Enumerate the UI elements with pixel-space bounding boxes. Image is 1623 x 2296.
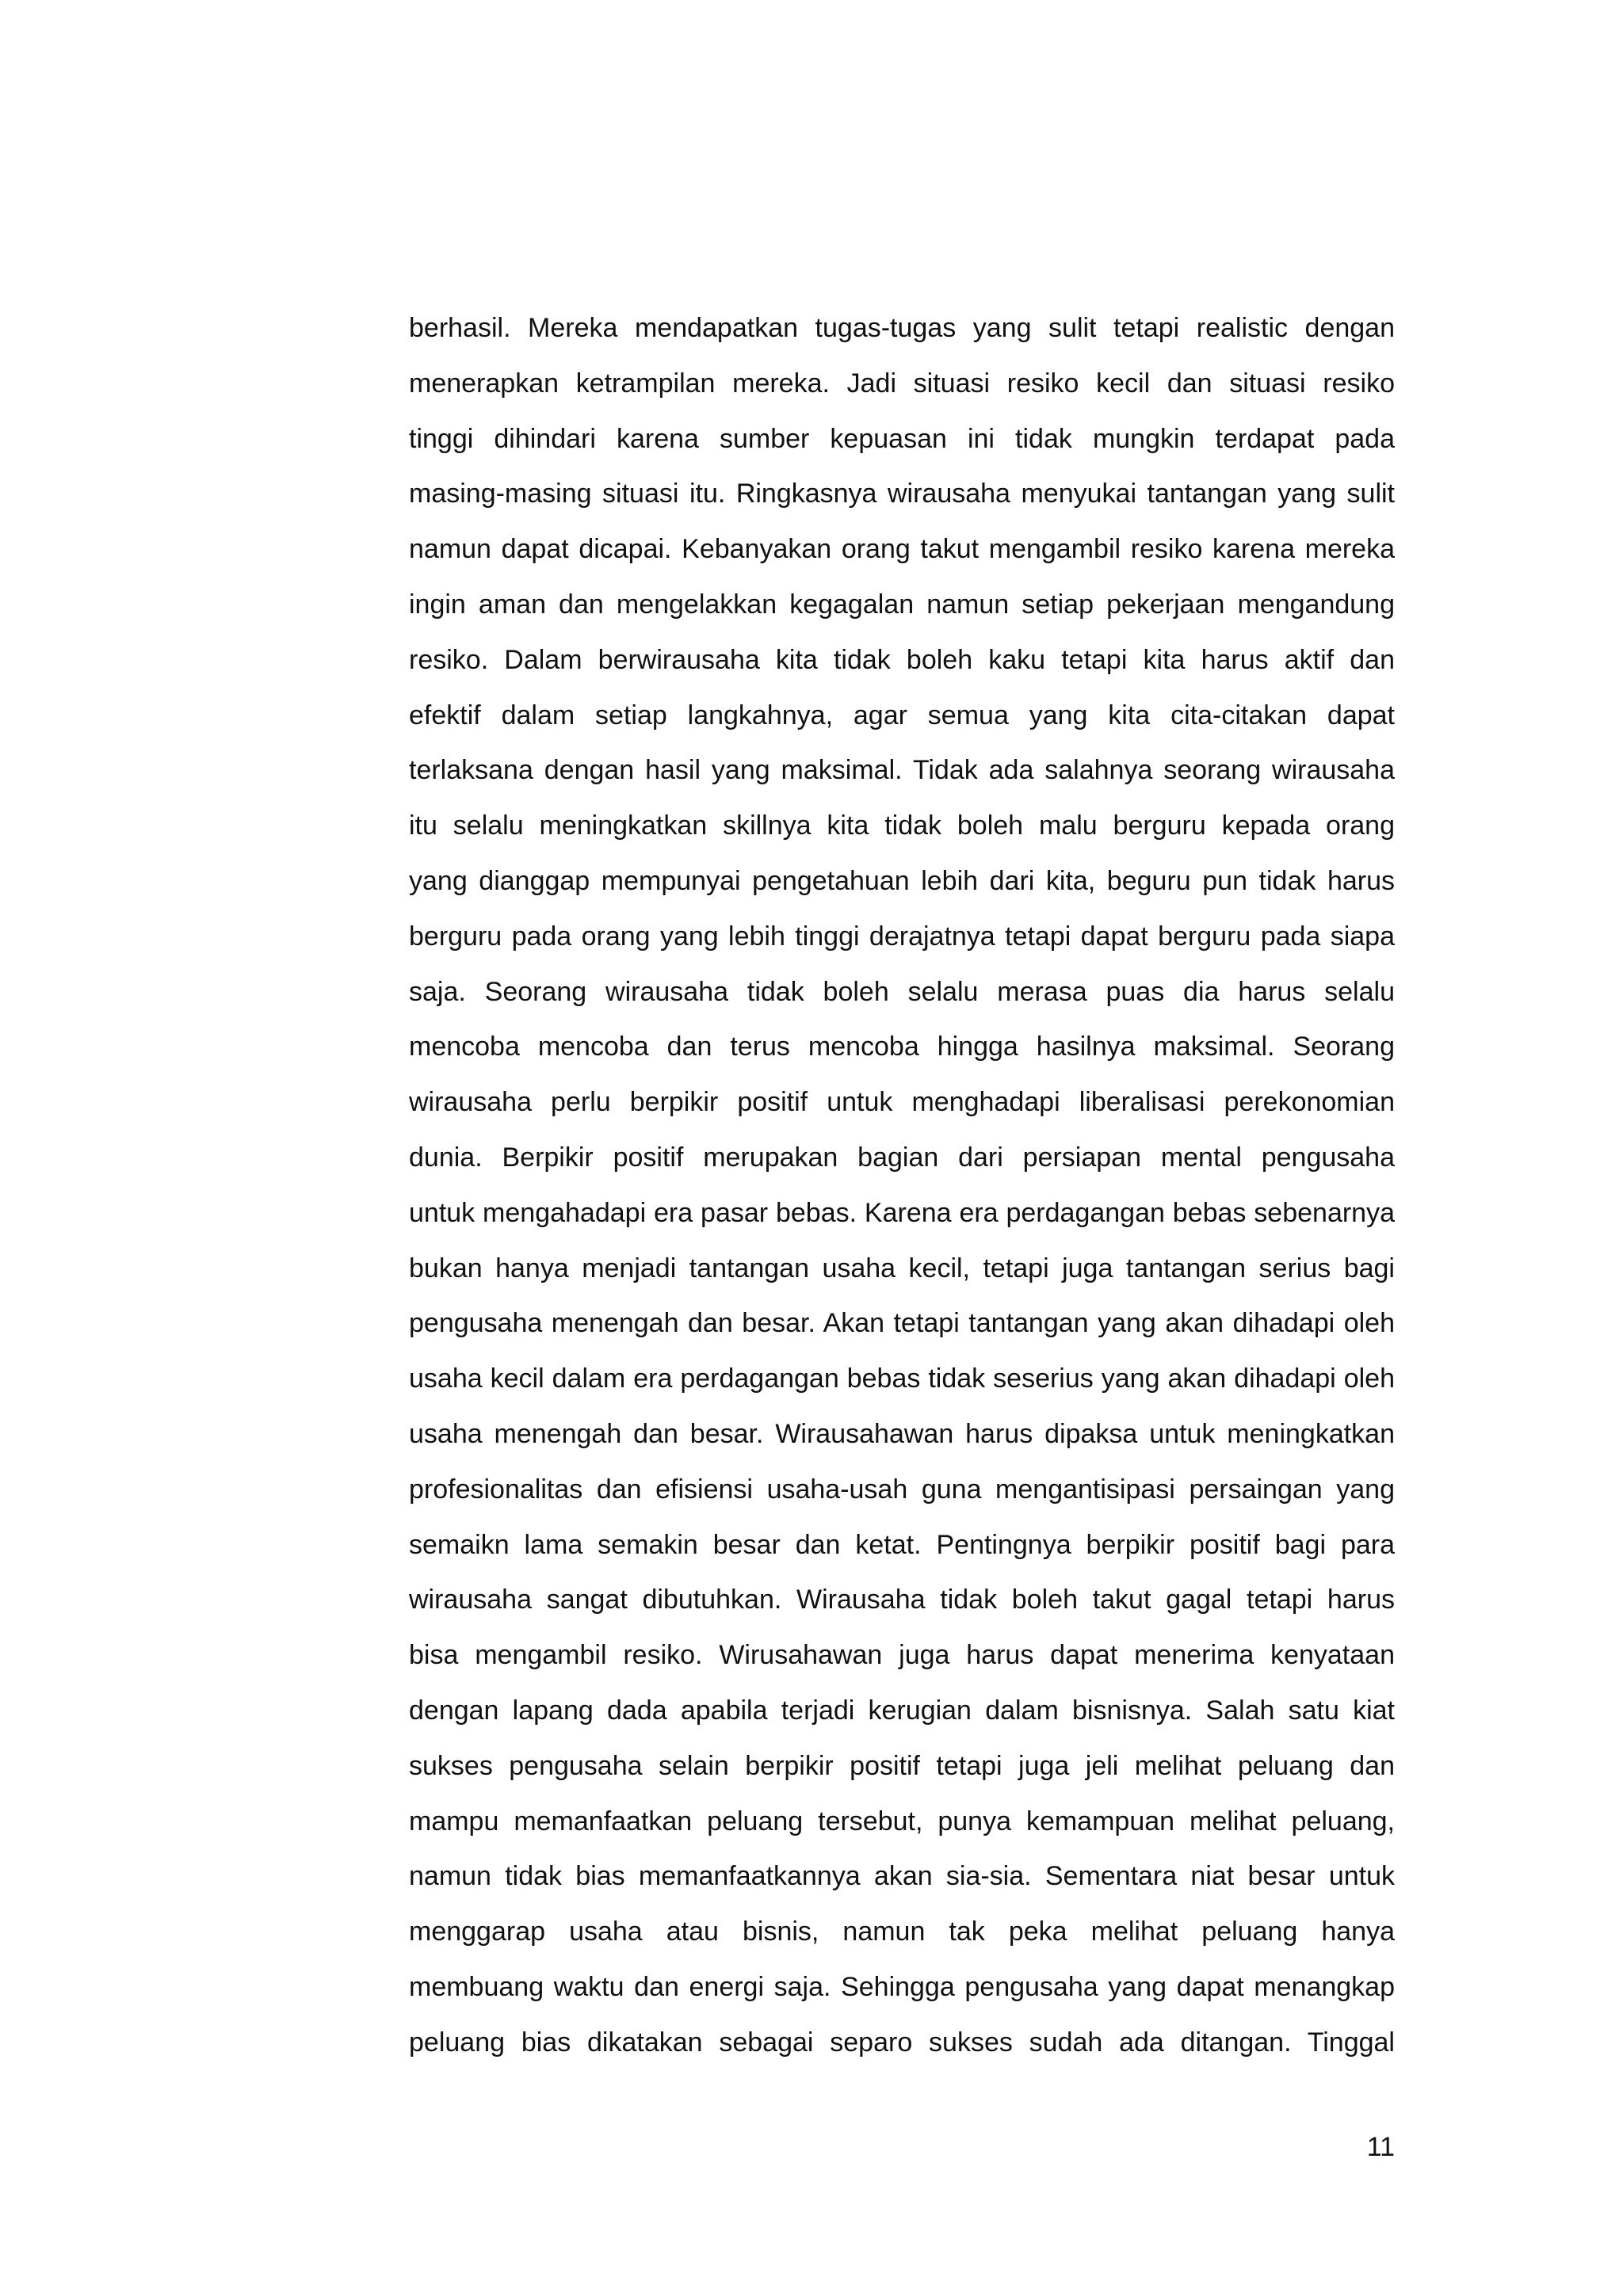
text-line-content: pengusaha menengah dan besar. Akan tetapi tantangan yang akan dihadapi oleh bbox=[409, 1308, 1395, 1339]
text-line-content: untuk mengahadapi era pasar bebas. Karena era perdagangan bebas sebenarnya bbox=[409, 1197, 1395, 1228]
text-line bbox=[409, 1628, 1395, 1684]
text-line-content: namun dapat dicapai. Kebanyakan orang takut mengambil resiko karena mereka bbox=[409, 534, 1395, 565]
text-line-content: wirausaha sangat dibutuhkan. Wirausaha tidak boleh takut gagal tetapi harus bbox=[409, 1585, 1395, 1615]
text-line-content: sukses pengusaha selain berpikir positif tetapi juga jeli melihat peluang dan bbox=[409, 1750, 1395, 1781]
text-line bbox=[409, 467, 1395, 522]
text-line bbox=[409, 1573, 1395, 1628]
text-line bbox=[409, 412, 1395, 467]
text-line bbox=[409, 965, 1395, 1020]
text-line bbox=[409, 910, 1395, 965]
text-line-content: namun tidak bias memanfaatkannya akan sia-sia. Sementara niat besar untuk bbox=[409, 1861, 1395, 1892]
text-line bbox=[409, 522, 1395, 578]
text-line bbox=[409, 357, 1395, 412]
text-line-content: menerapkan ketrampilan mereka. Jadi situasi resiko kecil dan situasi resiko bbox=[409, 368, 1395, 399]
text-line bbox=[409, 633, 1395, 688]
text-line bbox=[409, 1684, 1395, 1739]
text-line-content: ingin aman dan mengelakkan kegagalan namun setiap pekerjaan mengandung bbox=[409, 589, 1395, 620]
text-line-content: berguru pada orang yang lebih tinggi derajatnya tetapi dapat berguru pada siapa bbox=[409, 921, 1395, 952]
text-line bbox=[409, 1131, 1395, 1186]
text-line-content: yang dianggap mempunyai pengetahuan lebih dari kita, beguru pun tidak harus bbox=[409, 865, 1395, 896]
text-line-content: semaikn lama semakin besar dan ketat. Pentingnya berpikir positif bagi para bbox=[409, 1529, 1395, 1560]
text-line-content: usaha kecil dalam era perdagangan bebas tidak seserius yang akan dihadapi oleh bbox=[409, 1363, 1395, 1394]
text-line bbox=[409, 854, 1395, 910]
text-line-content: usaha menengah dan besar. Wirausahawan harus dipaksa untuk meningkatkan bbox=[409, 1418, 1395, 1449]
text-line-content: bisa mengambil resiko. Wirusahawan juga harus dapat menerima kenyataan bbox=[409, 1640, 1395, 1671]
text-line bbox=[409, 1849, 1395, 1905]
text-line-content: berhasil. Mereka mendapatkan tugas-tugas yang sulit tetapi realistic dengan bbox=[409, 313, 1395, 343]
page-number: 11 bbox=[1366, 2132, 1395, 2162]
text-line bbox=[409, 743, 1395, 799]
text-line bbox=[409, 1739, 1395, 1794]
text-line bbox=[409, 2016, 1395, 2071]
text-line-content: membuang waktu dan energi saja. Sehingga pengusaha yang dapat menangkap bbox=[409, 1971, 1395, 2002]
text-line bbox=[409, 578, 1395, 633]
text-line bbox=[409, 688, 1395, 744]
text-line-content: efektif dalam setiap langkahnya, agar semua yang kita cita-citakan dapat bbox=[409, 700, 1395, 730]
text-line-content: wirausaha perlu berpikir positif untuk menghadapi liberalisasi perekonomian bbox=[409, 1087, 1395, 1118]
text-line bbox=[409, 301, 1395, 357]
text-line-content: resiko. Dalam berwirausaha kita tidak boleh kaku tetapi kita harus aktif dan bbox=[409, 644, 1395, 675]
text-line-content: mampu memanfaatkan peluang tersebut, punya kemampuan melihat peluang, bbox=[409, 1806, 1395, 1836]
text-line-content: dunia. Berpikir positif merupakan bagian dari persiapan mental pengusaha bbox=[409, 1142, 1395, 1173]
text-line bbox=[409, 1407, 1395, 1463]
text-line bbox=[409, 1186, 1395, 1241]
text-line-content: profesionalitas dan efisiensi usaha-usah guna mengantisipasi persaingan yang bbox=[409, 1474, 1395, 1505]
text-line bbox=[409, 1960, 1395, 2016]
text-line-content: dengan lapang dada apabila terjadi kerugian dalam bisnisnya. Salah satu kiat bbox=[409, 1695, 1395, 1726]
text-line bbox=[409, 1905, 1395, 1960]
text-line-content: tinggi dihindari karena sumber kepuasan ini tidak mungkin terdapat pada bbox=[409, 423, 1395, 454]
text-line-content: bukan hanya menjadi tantangan usaha kecil, tetapi juga tantangan serius bagi bbox=[409, 1253, 1395, 1283]
text-line-content: mencoba mencoba dan terus mencoba hingga hasilnya maksimal. Seorang bbox=[409, 1032, 1395, 1062]
text-line-content: terlaksana dengan hasil yang maksimal. Tidak ada salahnya seorang wirausaha bbox=[409, 755, 1395, 786]
text-line bbox=[409, 1296, 1395, 1352]
text-line-content: masing-masing situasi itu. Ringkasnya wirausaha menyukai tantangan yang sulit bbox=[409, 479, 1395, 509]
text-line bbox=[409, 1020, 1395, 1075]
text-line bbox=[409, 1794, 1395, 1850]
text-line bbox=[409, 1518, 1395, 1573]
text-line-content: peluang bias dikatakan sebagai separo sukses sudah ada ditangan. Tinggal bbox=[409, 2027, 1395, 2058]
body-paragraph bbox=[409, 301, 1395, 2071]
text-line-content: menggarap usaha atau bisnis, namun tak peka melihat peluang hanya bbox=[409, 1917, 1395, 1947]
text-line bbox=[409, 1463, 1395, 1518]
text-line bbox=[409, 1352, 1395, 1407]
text-line bbox=[409, 1075, 1395, 1131]
text-line bbox=[409, 1241, 1395, 1297]
text-line bbox=[409, 799, 1395, 854]
text-line-content: itu selalu meningkatkan skillnya kita tidak boleh malu berguru kepada orang bbox=[409, 810, 1395, 841]
text-line-content: saja. Seorang wirausaha tidak boleh selalu merasa puas dia harus selalu bbox=[409, 976, 1395, 1007]
